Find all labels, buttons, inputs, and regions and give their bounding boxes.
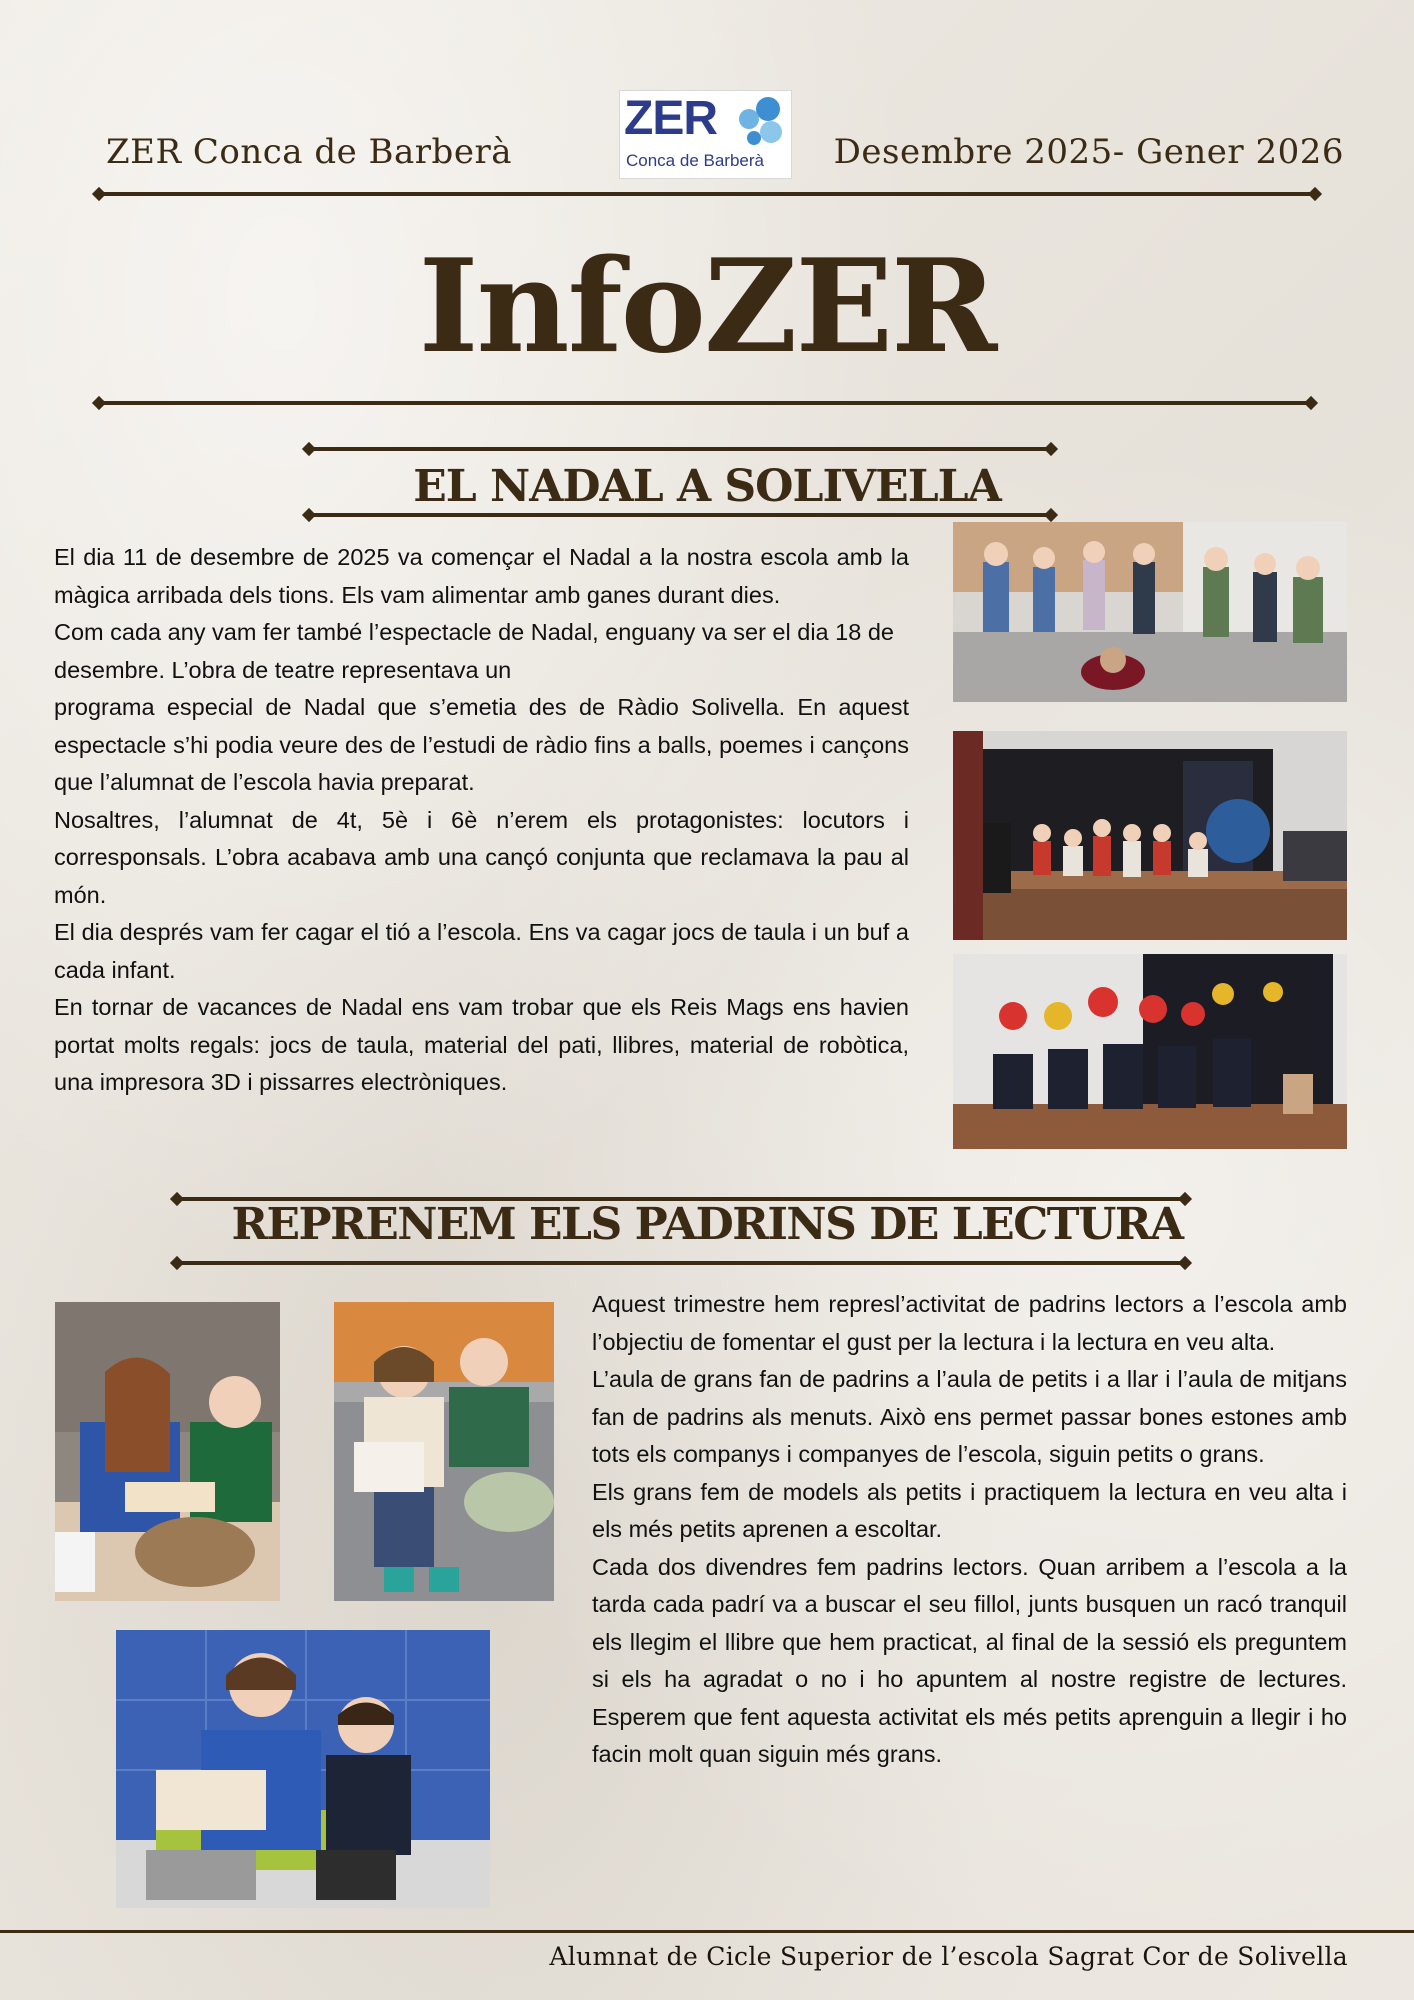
section1-paragraph: El dia 11 de desembre de 2025 va començar el Nadal a la nostra escola amb la màgica arribada dels tions. Els vam alimentar amb ganes durant dies. xyxy=(54,544,909,608)
masthead-title: InfoZER xyxy=(418,232,996,382)
zer-logo xyxy=(619,90,792,179)
section2-paragraph: L’aula de grans fan de padrins a l’aula de petits i a llar i l’aula de mitjans fan de padrins als menuts. Això ens permet passar bones estones amb tots els companys i companyes de l’escola, siguin petits o grans. xyxy=(592,1366,1347,1467)
section1-top-rule xyxy=(302,441,1058,457)
header-school-name: ZER Conca de Barberà xyxy=(106,132,512,172)
section2-bottom-rule xyxy=(170,1255,1192,1271)
photo-reading-pair-1 xyxy=(55,1302,280,1601)
section2-paragraph: Aquest trimestre hem represl’activitat de padrins lectors a l’escola amb l’objectiu de fomentar el gust per la lectura i la lectura en veu alta. xyxy=(592,1291,1347,1355)
photo-tions xyxy=(953,522,1347,702)
footer-credit: Alumnat de Cicle Superior de l’escola Sagrat Cor de Solivella xyxy=(549,1942,1348,1971)
photo-christmas-show xyxy=(953,731,1347,940)
section1-paragraph: Nosaltres, l’alumnat de 4t, 5è i 6è n’erem els protagonistes: locutors i corresponsals. L’obra acabava amb una cançó conjunta que reclamava la pau al món. xyxy=(54,806,909,908)
section2-paragraph: Cada dos divendres fem padrins lectors. Quan arribem a l’escola a la tarda cada padrí va a buscar el seu fillol, junts busquen un racó tranquil els llegim el llibre que hem practicat, al final de la sessió els preguntem si els ha agradat o no i ho apuntem al nostre registre de lectures. Esperem que fent aquesta activitat els més petits aprenguin a llegir i ho facin molt quan siguin més grans. xyxy=(592,1553,1347,1767)
section1-title: EL NADAL A SOLIVELLA xyxy=(413,461,1001,512)
section2-text xyxy=(592,1286,1347,1774)
photo-dance-balloons xyxy=(953,954,1347,1149)
footer-divider xyxy=(0,1930,1414,1933)
logo-drops-icon xyxy=(724,95,786,147)
section1-paragraph: El dia després vam fer cagar el tió a l’escola. Ens va cagar jocs de taula i un buf a cada infant. xyxy=(54,919,909,983)
section1-paragraph: Com cada any vam fer també l’espectacle de Nadal, enguany va ser el dia 18 de desembre. L’obra de teatre representava un xyxy=(54,619,894,683)
photo-reading-pair-2 xyxy=(334,1302,554,1601)
section1-text xyxy=(54,539,909,1102)
section1-bottom-rule xyxy=(302,507,1058,523)
section1-paragraph: En tornar de vacances de Nadal ens vam trobar que els Reis Mags ens havien portat molts regals: jocs de taula, material del pati, llibres, material de robòtica, una impresora 3D i pissarres electròniques. xyxy=(54,994,909,1095)
section2-paragraph: Els grans fem de models als petits i practiquem la lectura en veu alta i els més petits aprenen a escoltar. xyxy=(592,1478,1347,1542)
logo-text: ZER xyxy=(624,92,717,145)
masthead-divider xyxy=(92,395,1318,411)
section2-title: REPRENEM ELS PADRINS DE LECTURA xyxy=(231,1199,1183,1250)
header-divider xyxy=(92,186,1322,202)
header-date: Desembre 2025- Gener 2026 xyxy=(833,132,1344,172)
logo-subtitle: Conca de Barberà xyxy=(626,151,764,170)
photo-reading-pair-3 xyxy=(116,1630,490,1908)
section1-paragraph: programa especial de Nadal que s’emetia des de Ràdio Solivella. En aquest espectacle s’hi podia veure des de l’estudi de ràdio fins a balls, poemes i cançons que l’alumnat de l’escola havia preparat. xyxy=(54,694,909,795)
